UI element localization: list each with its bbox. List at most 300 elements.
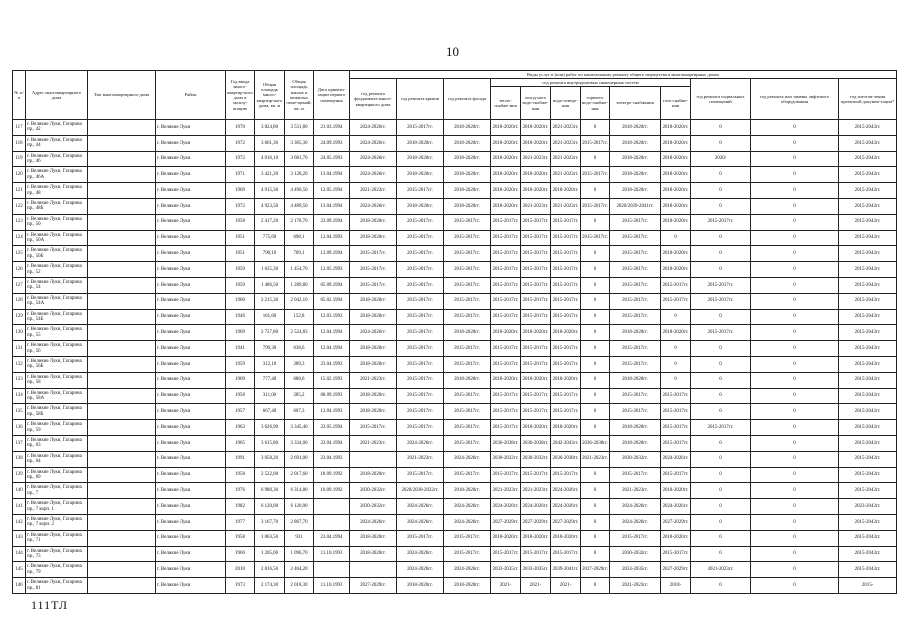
roof-cell: 2024-2026гг. [397, 514, 444, 530]
heat-cell: 2021-2023гг. [491, 483, 521, 499]
table-row [13, 198, 897, 214]
roof-cell: 2018-2020гг. [397, 198, 444, 214]
house-type-cell [88, 530, 156, 546]
gas-cell: 2018-2020гг. [661, 325, 691, 341]
hot-water-cell: 0 [581, 420, 610, 436]
foundation-cell: 2024-2026гг. [350, 514, 397, 530]
res-area-cell: 3 128,20 [285, 167, 314, 183]
drainage-cell: 2015-2017гг. [551, 262, 581, 278]
basement-cell: 0 [691, 514, 751, 530]
total-area-cell: 3 661,30 [255, 135, 285, 151]
facade-cell: 2018-2020гг. [444, 372, 491, 388]
elevator-cell: 0 [751, 262, 839, 278]
house-type-cell [88, 277, 156, 293]
basement-cell: 2015-2017гг. [691, 214, 751, 230]
hot-water-cell: 0 [581, 404, 610, 420]
header-basement: год ремонта подвальных помещений [691, 79, 751, 120]
design-cell: 2015-2043гг. [839, 214, 897, 230]
drainage-cell: 2018-2020гг. [551, 183, 581, 199]
house-type-cell [88, 325, 156, 341]
table-row [13, 135, 897, 151]
basement-cell: 0 [691, 356, 751, 372]
header-gas: газо-снабже-ния [661, 87, 691, 120]
privatization-date-cell: 15.02.1993 [314, 372, 350, 388]
table-body [13, 120, 897, 594]
row-number: 121 [13, 183, 26, 199]
gas-cell: 2018- [661, 578, 691, 594]
house-type-cell [88, 246, 156, 262]
basement-cell: 0 [691, 483, 751, 499]
row-number: 129 [13, 309, 26, 325]
header-roof: год ремонта крыши [397, 79, 444, 120]
design-cell: 2015-2043гг. [839, 562, 897, 578]
house-type-cell [88, 135, 156, 151]
design-cell: 2015-2043гг. [839, 356, 897, 372]
address-cell: г. Великие Луки, Гагарина пр., 48 [26, 183, 88, 199]
electric-cell: 2030-2032гг. [610, 451, 661, 467]
cold-water-cell: 2018-2020гг. [521, 167, 551, 183]
design-cell: 2015-2043гг. [839, 546, 897, 562]
drainage-cell: 2021-2023гг. [551, 151, 581, 167]
basement-cell: 0 [691, 467, 751, 483]
row-number: 131 [13, 341, 26, 357]
address-cell: г. Великие Луки, Гагарина пр., 58 [26, 372, 88, 388]
row-number: 133 [13, 372, 26, 388]
hot-water-cell: 0 [581, 120, 610, 136]
elevator-cell: 0 [751, 246, 839, 262]
res-area-cell: 2 867,70 [285, 514, 314, 530]
hot-water-cell: 0 [581, 214, 610, 230]
electric-cell: 2021-2023гг. [610, 483, 661, 499]
electric-cell: 2018-2020гг. [610, 120, 661, 136]
hot-water-cell: 0 [581, 293, 610, 309]
facade-cell: 2015-2017гг. [444, 341, 491, 357]
hot-water-cell: 2036-2038гг. [581, 435, 610, 451]
total-area-cell: 2 215,30 [255, 293, 285, 309]
res-area-cell: 638,6 [285, 341, 314, 357]
facade-cell: 2015-2017гг. [444, 467, 491, 483]
row-number: 124 [13, 230, 26, 246]
electric-cell: 2015-2017гг. [610, 388, 661, 404]
year-cell: 1977 [226, 514, 255, 530]
total-area-cell: 2 522,00 [255, 467, 285, 483]
elevator-cell: 0 [751, 135, 839, 151]
privatization-date-cell: 05.09.1994 [314, 277, 350, 293]
year-cell: 1951 [226, 246, 255, 262]
elevator-cell: 0 [751, 214, 839, 230]
cold-water-cell: 2015-2017гг. [521, 388, 551, 404]
res-area-cell: 698,1 [285, 230, 314, 246]
heat-cell: 2015-2017гг. [491, 309, 521, 325]
facade-cell: 2015-2017гг. [444, 546, 491, 562]
heat-cell: 2018-2020гг. [491, 325, 521, 341]
house-type-cell [88, 198, 156, 214]
res-area-cell: 2 018,30 [285, 578, 314, 594]
res-area-cell: 6 120,00 [285, 499, 314, 515]
res-area-cell: 1 096,70 [285, 546, 314, 562]
district-cell: г. Великие Луки [156, 483, 226, 499]
row-number: 132 [13, 356, 26, 372]
foundation-cell: 2030-2032гг. [350, 499, 397, 515]
address-cell: г. Великие Луки, Гагарина пр., 71 [26, 530, 88, 546]
cold-water-cell: 2018-2020гг. [521, 183, 551, 199]
facade-cell: 2015-2017гг. [444, 309, 491, 325]
drainage-cell: 2018-2020гг. [551, 372, 581, 388]
basement-cell: 2015-2017гг. [691, 277, 751, 293]
drainage-cell: 2024-2026гг. [551, 499, 581, 515]
elevator-cell: 0 [751, 309, 839, 325]
basement-cell: 0 [691, 372, 751, 388]
facade-cell: 2015-2017гг. [444, 388, 491, 404]
row-number: 126 [13, 262, 26, 278]
foundation-cell: 2018-2020гг. [350, 214, 397, 230]
roof-cell: 2018-2020гг. [397, 578, 444, 594]
heat-cell: 2015-2017гг. [491, 388, 521, 404]
year-cell: 1941 [226, 341, 255, 357]
roof-cell: 2024-2026гг. [397, 499, 444, 515]
row-number: 123 [13, 214, 26, 230]
basement-cell: 2020/ [691, 151, 751, 167]
district-cell: г. Великие Луки [156, 214, 226, 230]
design-cell: 2015-2043гг. [839, 183, 897, 199]
electric-cell: 2015-2017гг. [610, 293, 661, 309]
row-number: 128 [13, 293, 26, 309]
privatization-date-cell: 11.10.1993 [314, 578, 350, 594]
design-cell: 2015-2043гг. [839, 420, 897, 436]
gas-cell: 2018-2020гг. [661, 214, 691, 230]
privatization-date-cell: 24.05.1993 [314, 151, 350, 167]
district-cell: г. Великие Луки [156, 404, 226, 420]
drainage-cell: 2015-2017гг. [551, 546, 581, 562]
district-cell: г. Великие Луки [156, 325, 226, 341]
basement-cell: 0 [691, 578, 751, 594]
table-row [13, 325, 897, 341]
basement-cell: 0 [691, 546, 751, 562]
row-number: 145 [13, 562, 26, 578]
total-area-cell: 775,60 [255, 230, 285, 246]
elevator-cell: 0 [751, 530, 839, 546]
address-cell: г. Великие Луки, Гагарина пр., 48Б [26, 198, 88, 214]
house-type-cell [88, 372, 156, 388]
year-cell: 1958 [226, 467, 255, 483]
privatization-date-cell: 11.10.1993 [314, 546, 350, 562]
privatization-date-cell [314, 499, 350, 515]
roof-cell: 2015-2017гг. [397, 293, 444, 309]
heat-cell: 2015-2017гг. [491, 214, 521, 230]
header-cold-water: холод-ного водо-снабже-ния [521, 87, 551, 120]
privatization-date-cell: 12.05.1993 [314, 262, 350, 278]
electric-cell: 2015-2017гг. [610, 262, 661, 278]
header-address: Адрес многоквартирного дома [26, 71, 88, 120]
district-cell: г. Великие Луки [156, 530, 226, 546]
table-row [13, 451, 897, 467]
foundation-cell: 2018-2020гг. [350, 230, 397, 246]
cold-water-cell: 2015-2017гг. [521, 467, 551, 483]
facade-cell: 2015-2017гг. [444, 230, 491, 246]
privatization-date-cell: 13.09.1994 [314, 246, 350, 262]
drainage-cell: 2021-2023гг. [551, 135, 581, 151]
house-type-cell [88, 451, 156, 467]
facade-cell: 2015-2017гг. [444, 420, 491, 436]
table-row [13, 151, 897, 167]
address-cell: г. Великие Луки, Гагарина пр., 7 корп. 1 [26, 499, 88, 515]
heat-cell: 2030-2032гг. [491, 451, 521, 467]
address-cell: г. Великие Луки, Гагарина пр., 81 [26, 578, 88, 594]
district-cell: г. Великие Луки [156, 514, 226, 530]
row-number: 127 [13, 277, 26, 293]
heat-cell: 2015-2017гг. [491, 277, 521, 293]
gas-cell: 2015-2017гг. [661, 435, 691, 451]
header-district: Район [156, 71, 226, 120]
hot-water-cell: 0 [581, 246, 610, 262]
elevator-cell: 0 [751, 372, 839, 388]
electric-cell: 2018-2020гг. [610, 135, 661, 151]
facade-cell: 2015-2017гг. [444, 404, 491, 420]
header-foundation: год ремонта фундамента много-квартирного дома [350, 79, 397, 120]
privatization-date-cell: 23.04.1994 [314, 530, 350, 546]
elevator-cell: 0 [751, 420, 839, 436]
design-cell: 2015-2043гг. [839, 530, 897, 546]
facade-cell: 2024-2026гг. [444, 562, 491, 578]
cold-water-cell: 2018-2020гг. [521, 372, 551, 388]
electric-cell: 2015-2017гг. [610, 246, 661, 262]
basement-cell: 2015-2017гг. [691, 420, 751, 436]
house-type-cell [88, 388, 156, 404]
year-cell: 2010 [226, 562, 255, 578]
row-number: 119 [13, 151, 26, 167]
roof-cell: 2015-2017гг. [397, 325, 444, 341]
address-cell: г. Великие Луки, Гагарина пр., 42 [26, 120, 88, 136]
cold-water-cell: 2018-2020гг. [521, 120, 551, 136]
foundation-cell: 2024-2026гг. [350, 151, 397, 167]
drainage-cell: 2015-2017гг. [551, 467, 581, 483]
foundation-cell: 2021-2023гг. [350, 183, 397, 199]
roof-cell: 2024-2026гг. [397, 562, 444, 578]
foundation-cell: 2024-2026гг. [350, 198, 397, 214]
district-cell: г. Великие Луки [156, 309, 226, 325]
total-area-cell: 2 174,30 [255, 578, 285, 594]
privatization-date-cell: 10.09.1992 [314, 483, 350, 499]
year-cell: 1965 [226, 435, 255, 451]
design-cell: 2015-2043гг. [839, 246, 897, 262]
district-cell: г. Великие Луки [156, 499, 226, 515]
table-row [13, 341, 897, 357]
hot-water-cell: 2027-2029гг. [581, 562, 610, 578]
header-systems-group: год ремонта внутридомовых инженерных систем [491, 79, 691, 87]
address-cell: г. Великие Луки, Гагарина пр., 59 [26, 420, 88, 436]
design-cell: 2015-2043гг. [839, 262, 897, 278]
table-row [13, 483, 897, 499]
basement-cell: 0 [691, 309, 751, 325]
address-cell: г. Великие Луки, Гагарина пр., 79 [26, 562, 88, 578]
gas-cell: 2018-2020гг. [661, 262, 691, 278]
heat-cell: 2018-2020гг. [491, 198, 521, 214]
header-facade: год ремонта фасада [444, 79, 491, 120]
house-type-cell [88, 483, 156, 499]
year-cell: 1957 [226, 404, 255, 420]
privatization-date-cell: 12.03.1993 [314, 309, 350, 325]
row-number: 130 [13, 325, 26, 341]
cold-water-cell: 2024-2026гг. [521, 499, 551, 515]
heat-cell: 2015-2017гг. [491, 404, 521, 420]
res-area-cell: 607,3 [285, 404, 314, 420]
table-row [13, 356, 897, 372]
gas-cell: 2015-2017гг. [661, 277, 691, 293]
address-cell: г. Великие Луки, Гагарина пр., 54Б [26, 309, 88, 325]
elevator-cell: 0 [751, 230, 839, 246]
privatization-date-cell: 18.09.1992 [314, 467, 350, 483]
roof-cell: 2015-2017гг. [397, 214, 444, 230]
facade-cell: 2024-2026гг. [444, 499, 491, 515]
table-row [13, 214, 897, 230]
cold-water-cell: 2021-2023гг. [521, 483, 551, 499]
house-type-cell [88, 183, 156, 199]
cold-water-cell: 2015-2017гг. [521, 404, 551, 420]
cold-water-cell: 2018-2020гг. [521, 325, 551, 341]
table-row [13, 293, 897, 309]
basement-cell: 2015-2017гг. [691, 293, 751, 309]
privatization-date-cell: 13.04.1994 [314, 167, 350, 183]
electric-cell: 2020/2039-2041гг. [610, 198, 661, 214]
header-hot-water: горячего водо-снабже-ния [581, 87, 610, 120]
year-cell: 1969 [226, 183, 255, 199]
header-privat-date: Дата привати-зации первого помещения [314, 71, 350, 120]
hot-water-cell: 2015-2017гг. [581, 135, 610, 151]
year-cell: 1958 [226, 388, 255, 404]
year-cell: 1959 [226, 277, 255, 293]
row-number: 118 [13, 135, 26, 151]
electric-cell: 2015-2017гг. [610, 356, 661, 372]
res-area-cell: 285,2 [285, 388, 314, 404]
basement-cell: 0 [691, 230, 751, 246]
cold-water-cell: 2036-2038гг. [521, 435, 551, 451]
table-row [13, 230, 897, 246]
drainage-cell: 2018-2020гг. [551, 420, 581, 436]
district-cell: г. Великие Луки [156, 435, 226, 451]
address-cell: г. Великие Луки, Гагарина пр., 54 [26, 277, 88, 293]
hot-water-cell: 0 [581, 514, 610, 530]
row-number: 143 [13, 530, 26, 546]
year-cell: 1991 [226, 451, 255, 467]
cold-water-cell: 2018-2020гг. [521, 420, 551, 436]
header-heat: тепло-снабже-ния [491, 87, 521, 120]
hot-water-cell: 0 [581, 483, 610, 499]
basement-cell: 2015-2017гг. [691, 325, 751, 341]
house-type-cell [88, 167, 156, 183]
year-cell: 1971 [226, 167, 255, 183]
foundation-cell: 2024-2026гг. [350, 135, 397, 151]
roof-cell: 2015-2017гг. [397, 246, 444, 262]
footer-stamp: 111ТЛ [31, 598, 68, 612]
total-area-cell: 2 816,50 [255, 562, 285, 578]
res-area-cell: 4 489,50 [285, 198, 314, 214]
foundation-cell: 2018-2020гг. [350, 293, 397, 309]
foundation-cell: 2018-2020гг. [350, 309, 397, 325]
electric-cell: 2021-2023гг. [610, 578, 661, 594]
hot-water-cell: 2015-2017гг. [581, 198, 610, 214]
hot-water-cell: 0 [581, 372, 610, 388]
heat-cell: 2033-2035гг. [491, 562, 521, 578]
basement-cell: 0 [691, 341, 751, 357]
gas-cell: 0 [661, 230, 691, 246]
total-area-cell: 6 980,30 [255, 483, 285, 499]
design-cell: 2015-2043гг. [839, 467, 897, 483]
address-cell: г. Великие Луки, Гагарина пр., 46А [26, 167, 88, 183]
cold-water-cell: 2015-2017гг. [521, 277, 551, 293]
district-cell: г. Великие Луки [156, 151, 226, 167]
foundation-cell: 2018-2020гг. [350, 467, 397, 483]
facade-cell: 2015-2017гг. [444, 262, 491, 278]
total-area-cell: 667,40 [255, 404, 285, 420]
elevator-cell: 0 [751, 514, 839, 530]
total-area-cell: 799,30 [255, 341, 285, 357]
design-cell: 2015-2043гг. [839, 309, 897, 325]
facade-cell: 2018-2020гг. [444, 151, 491, 167]
total-area-cell: 311,00 [255, 388, 285, 404]
year-cell: 1972 [226, 135, 255, 151]
foundation-cell [350, 451, 397, 467]
facade-cell: 2018-2020гг. [444, 120, 491, 136]
total-area-cell: 3 167,70 [255, 514, 285, 530]
heat-cell: 2015-2017гг. [491, 546, 521, 562]
hot-water-cell: 0 [581, 325, 610, 341]
drainage-cell: 2039-2041гг. [551, 562, 581, 578]
year-cell: 1973 [226, 578, 255, 594]
table-row [13, 167, 897, 183]
total-area-cell: 3 058,20 [255, 451, 285, 467]
facade-cell: 2015-2017гг. [444, 214, 491, 230]
drainage-cell: 2021- [551, 578, 581, 594]
design-cell: 2015-2043гг. [839, 388, 897, 404]
privatization-date-cell [314, 562, 350, 578]
res-area-cell: 2 691,00 [285, 451, 314, 467]
electric-cell: 2015-2017гг. [610, 467, 661, 483]
header-elevator: год ремонта или замены лифтового оборудования [751, 79, 839, 120]
drainage-cell: 2015-2017гг. [551, 214, 581, 230]
gas-cell: 2018-2020гг. [661, 530, 691, 546]
roof-cell: 2015-2017гг. [397, 356, 444, 372]
district-cell: г. Великие Луки [156, 262, 226, 278]
privatization-date-cell: 23.09.1994 [314, 214, 350, 230]
roof-cell: 2015-2017гг. [397, 388, 444, 404]
design-cell: 2015-2043гг. [839, 167, 897, 183]
table-row [13, 514, 897, 530]
address-cell: г. Великие Луки, Гагарина пр., 50 [26, 214, 88, 230]
design-cell: 2023-2043гг. [839, 499, 897, 515]
facade-cell: 2015-2017гг. [444, 246, 491, 262]
district-cell: г. Великие Луки [156, 293, 226, 309]
address-cell: г. Великие Луки, Гагарина пр., 46 [26, 151, 88, 167]
year-cell: 1951 [226, 230, 255, 246]
year-cell: 1960 [226, 293, 255, 309]
roof-cell: 2018-2020гг. [397, 135, 444, 151]
electric-cell: 2018-2020гг. [610, 183, 661, 199]
heat-cell: 2036-2038гг. [491, 435, 521, 451]
address-cell: г. Великие Луки, Гагарина пр., 44 [26, 135, 88, 151]
gas-cell: 2027-2029гг. [661, 514, 691, 530]
res-area-cell: 4 490,50 [285, 183, 314, 199]
row-number: 142 [13, 514, 26, 530]
hot-water-cell: 0 [581, 530, 610, 546]
electric-cell: 2015-2017гг. [610, 309, 661, 325]
district-cell: г. Великие Луки [156, 167, 226, 183]
elevator-cell: 0 [751, 198, 839, 214]
gas-cell: 2018-2020гг. [661, 246, 691, 262]
elevator-cell: 0 [751, 562, 839, 578]
hot-water-cell: 0 [581, 183, 610, 199]
res-area-cell: 2 524,83 [285, 325, 314, 341]
design-cell: 2015-2043гг. [839, 151, 897, 167]
